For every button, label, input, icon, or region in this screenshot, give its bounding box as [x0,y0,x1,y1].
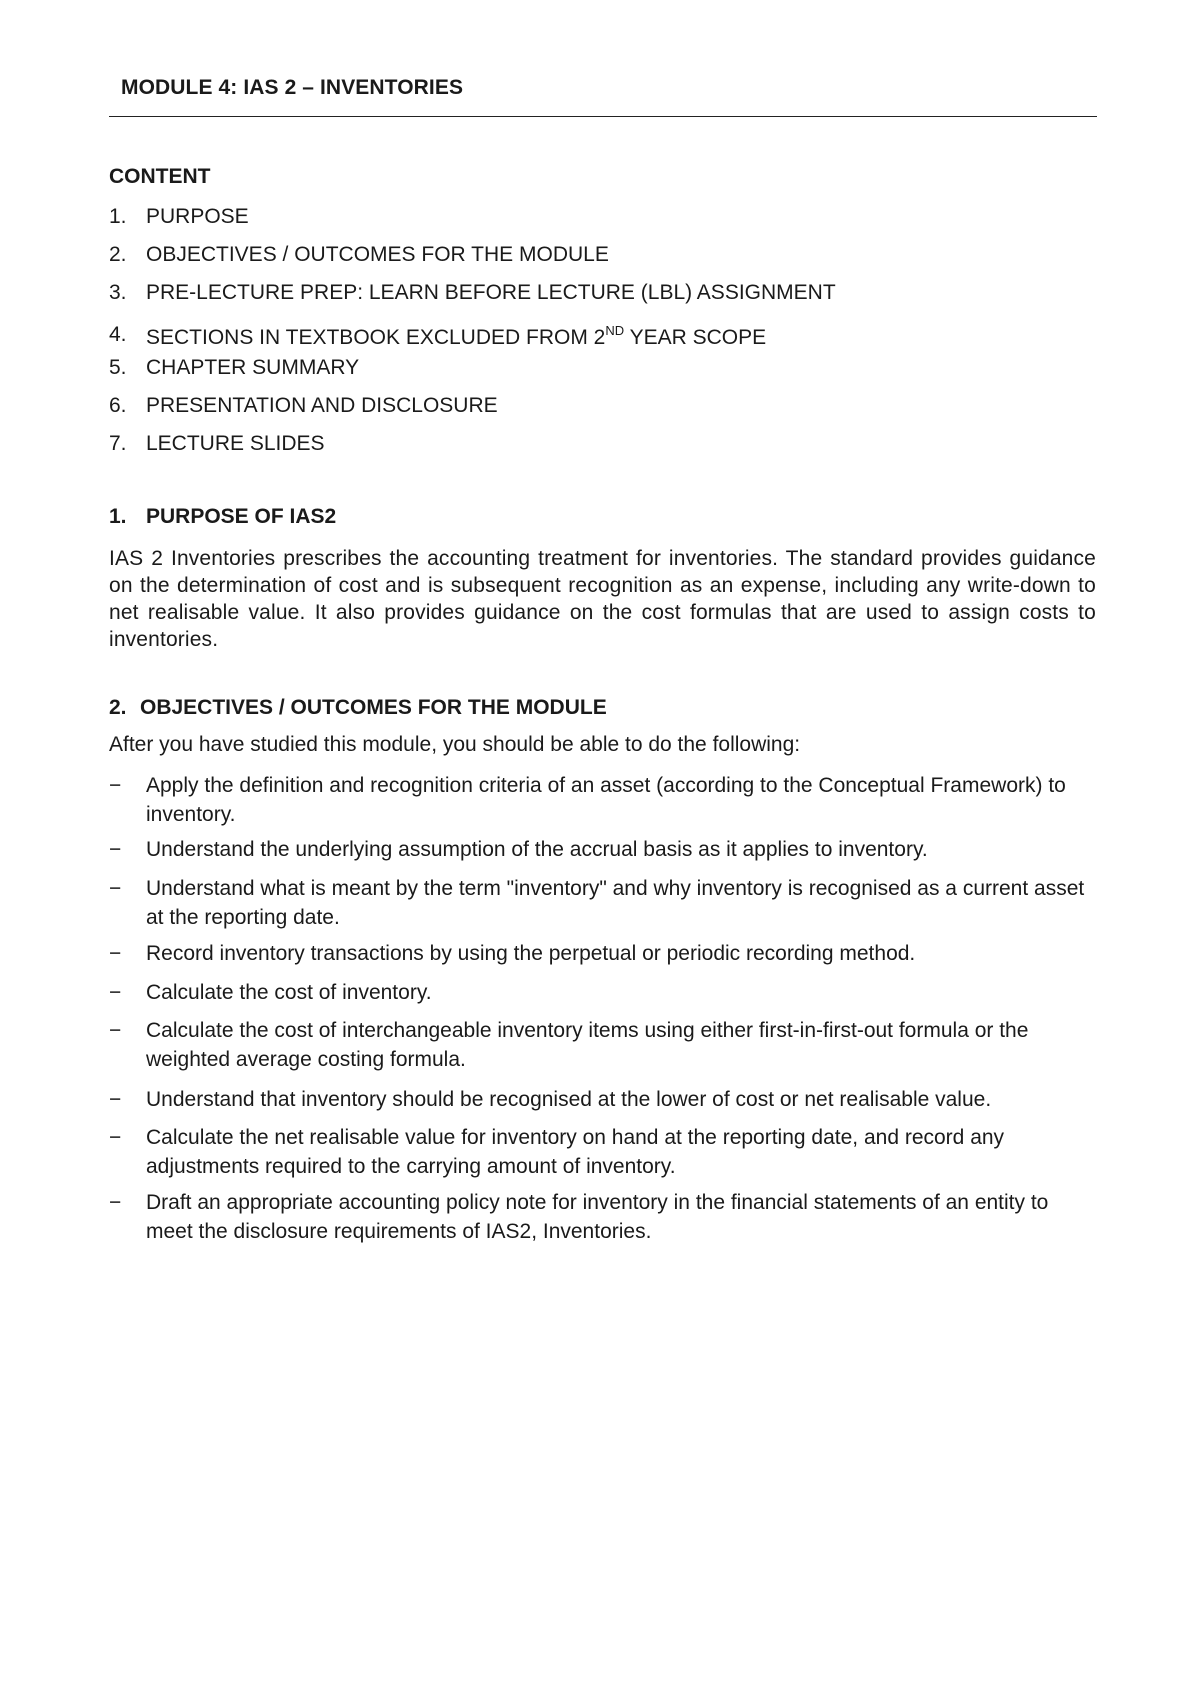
bullet-dash: − [109,774,122,797]
purpose-paragraph: IAS 2 Inventories prescribes the accounting treatment for inventories. The standard provides guidance on the determination of cost and is subsequent recognition as an expense, including any write-down to net realisable value. It also provides guidance on the cost formulas that are used to assign costs to inventories. [109,547,1096,651]
bullet-dash: − [109,981,122,1004]
list-item-text: Understand the underlying assumption of the accrual basis as it applies to inventory. [146,838,928,861]
bullet-dash: − [109,1126,122,1149]
module-title: MODULE 4: IAS 2 – INVENTORIES [121,76,464,99]
contents-item-number: 4. [109,323,127,346]
contents-item-text: OBJECTIVES / OUTCOMES FOR THE MODULE [146,243,609,266]
section-number: 2. [109,696,127,719]
contents-heading: CONTENT [109,165,211,188]
contents-item-number: 6. [109,394,127,417]
header-divider [109,116,1097,117]
list-item-text: Understand that inventory should be recognised at the lower of cost or net realisable value. [146,1088,992,1111]
list-item-text: Record inventory transactions by using the perpetual or periodic recording method. [146,942,916,965]
bullet-dash: − [109,1191,122,1214]
bullet-dash: − [109,1019,122,1042]
contents-item-number: 3. [109,281,127,304]
bullet-dash: − [109,838,122,861]
ordinal-superscript: ND [605,323,625,338]
section-title: OBJECTIVES / OUTCOMES FOR THE MODULE [140,696,607,719]
contents-item-text: CHAPTER SUMMARY [146,356,360,379]
bullet-dash: − [109,1088,122,1111]
contents-item-text: PRE-LECTURE PREP: LEARN BEFORE LECTURE (LBL) ASSIGNMENT [146,281,836,304]
list-item-text: Apply the definition and recognition criteria of an asset (according to the Conceptual Framework) to inventory. [146,774,1066,826]
list-item-text: Understand what is meant by the term "inventory" and why inventory is recognised as a current asset at the reporting date. [146,877,1085,929]
section-number: 1. [109,505,127,528]
section-title: PURPOSE OF IAS2 [146,505,337,528]
contents-item-number: 7. [109,432,127,455]
list-item-text: Calculate the net realisable value for inventory on hand at the reporting date, and record any adjustments required to the carrying amount of inventory. [146,1126,1005,1178]
section-heading [109,505,336,529]
contents-item-text [146,323,766,350]
list-item-text: Calculate the cost of inventory. [146,981,432,1004]
contents-item-text: PRESENTATION AND DISCLOSURE [146,394,498,417]
objectives-intro: After you have studied this module, you should be able to do the following: [109,733,801,756]
list-item-text: Draft an appropriate accounting policy note for inventory in the financial statements of an entity to meet the disclosure requirements of IAS2, Inventories. [146,1191,1049,1243]
contents-item-number: 5. [109,356,127,379]
section-heading [109,696,607,720]
contents-item-text-part: SECTIONS IN TEXTBOOK EXCLUDED FROM 2 [146,326,606,349]
contents-item-text: LECTURE SLIDES [146,432,325,455]
bullet-dash: − [109,942,122,965]
contents-item-text-part: YEAR SCOPE [624,326,767,349]
contents-item-text: PURPOSE [146,205,249,228]
bullet-dash: − [109,877,122,900]
contents-item-number: 2. [109,243,127,266]
contents-item-number: 1. [109,205,127,228]
list-item-text: Calculate the cost of interchangeable inventory items using either first-in-first-out formula or the weighted average costing formula. [146,1019,1029,1071]
